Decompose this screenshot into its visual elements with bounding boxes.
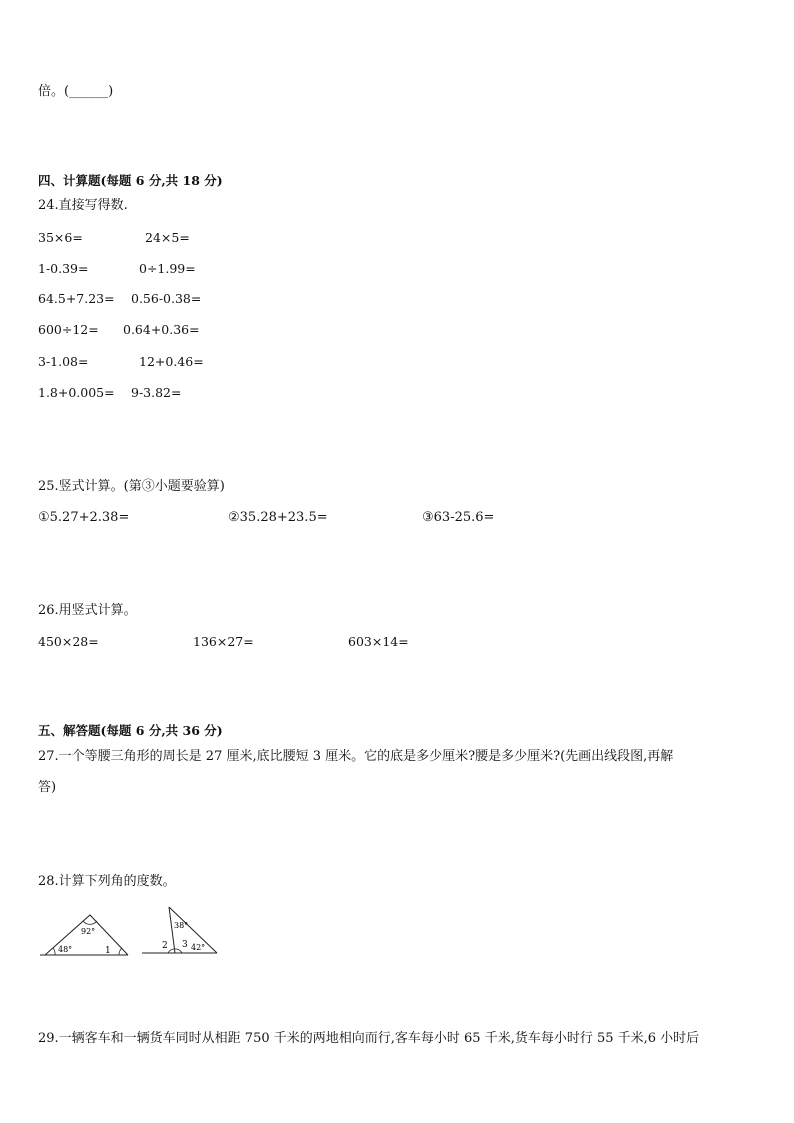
angle-label-42: 42° — [191, 943, 206, 952]
question-27-line-2: 答) — [38, 780, 57, 795]
q26-item: 450×28= — [38, 634, 99, 649]
angle-label-1: 1 — [105, 946, 111, 956]
angle-label-3: 3 — [182, 940, 188, 950]
q25-item: ①5.27+2.38= — [38, 510, 130, 525]
angle-arc — [119, 948, 122, 955]
angle-label-48: 48° — [58, 945, 73, 954]
question-28-title: 28.计算下列角的度数。 — [38, 874, 176, 889]
section-5-header: 五、解答题(每题 6 分,共 36 分) — [38, 723, 223, 738]
triangle-figure-2 — [142, 907, 217, 953]
q24-item: 3-1.08= — [38, 354, 89, 369]
triangle-2-left-side — [169, 907, 175, 953]
q26-item: 603×14= — [348, 634, 409, 649]
angle-arc — [83, 921, 97, 924]
q26-item: 136×27= — [193, 634, 254, 649]
angle-arc — [53, 948, 55, 955]
q24-item: 1.8+0.005= — [38, 385, 115, 400]
q24-item: 64.5+7.23= — [38, 291, 115, 306]
angle-label-2: 2 — [162, 941, 168, 951]
question-25-title: 25.竖式计算。(第③小题要验算) — [38, 479, 225, 494]
q24-item: 600÷12= — [38, 322, 99, 337]
question-26-title: 26.用竖式计算。 — [38, 603, 137, 618]
q24-item: 9-3.82= — [131, 385, 182, 400]
section-4-header: 四、计算题(每题 6 分,共 18 分) — [38, 173, 223, 188]
continued-question-tail: 倍。(______) — [38, 84, 114, 99]
q24-item: 0.56-0.38= — [131, 291, 202, 306]
angle-label-38: 38° — [174, 921, 189, 930]
q25-item: ②35.28+23.5= — [228, 510, 328, 525]
q24-item: 24×5= — [145, 230, 190, 245]
q24-item: 0.64+0.36= — [123, 322, 200, 337]
angle-label-92: 92° — [81, 927, 96, 936]
question-29-line-1: 29.一辆客车和一辆货车同时从相距 750 千米的两地相向而行,客车每小时 65 千米,货车每小时行 55 千米,6 小时后 — [38, 1031, 700, 1046]
question-24-title: 24.直接写得数. — [38, 198, 128, 213]
q24-item: 1-0.39= — [38, 261, 89, 276]
q24-item: 35×6= — [38, 230, 83, 245]
q24-item: 12+0.46= — [139, 354, 204, 369]
question-27-line-1: 27.一个等腰三角形的周长是 27 厘米,底比腰短 3 厘米。它的底是多少厘米?腰是多少厘米?(先画出线段图,再解 — [38, 749, 674, 764]
triangle-figure-1 — [40, 915, 128, 956]
q24-item: 0÷1.99= — [139, 261, 196, 276]
q25-item: ③63-25.6= — [422, 510, 495, 525]
